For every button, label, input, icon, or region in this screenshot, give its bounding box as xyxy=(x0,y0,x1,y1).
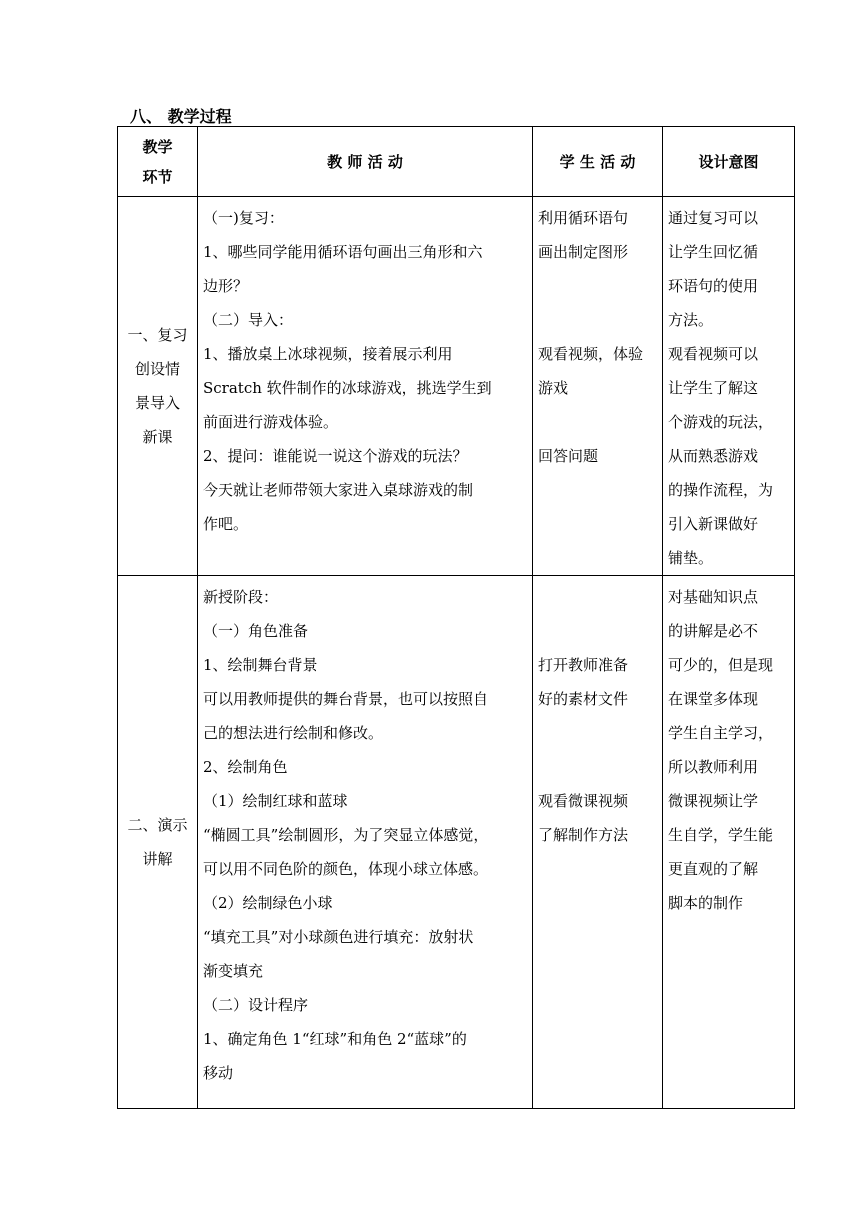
design-line: 可少的，但是现 xyxy=(668,656,774,674)
design-line: 个游戏的玩法， xyxy=(668,413,774,431)
teacher-line: 2、提问：谁能说一说这个游戏的玩法？ xyxy=(203,447,468,465)
design-line: 在课堂多体现 xyxy=(668,690,759,708)
teacher-line: 移动 xyxy=(203,1064,234,1082)
design-line: 从而熟悉游戏 xyxy=(668,447,759,465)
design-line: 所以教师利用 xyxy=(668,758,759,776)
design-line: 引入新课做好 xyxy=(668,515,759,533)
teaching-process-table xyxy=(117,126,795,1109)
teacher-line: 2、绘制角色 xyxy=(203,758,288,776)
stage-cell xyxy=(118,576,198,1109)
header-stage-line1: 教学 xyxy=(142,137,173,156)
teacher-line: “椭圆工具”绘制圆形，为了突显立体感觉， xyxy=(203,826,489,844)
teacher-line: 边形？ xyxy=(203,277,249,295)
design-line: 让学生了解这 xyxy=(668,379,759,397)
teacher-line: 作吧。 xyxy=(203,515,249,533)
teacher-line: 渐变填充 xyxy=(203,962,264,980)
student-line xyxy=(538,580,657,614)
header-stage xyxy=(118,127,198,197)
student-line: 好的素材文件 xyxy=(538,690,629,708)
teacher-line: 今天就让老师带领大家进入桌球游戏的制 xyxy=(203,481,474,499)
stage-line: 创设情 xyxy=(134,360,180,378)
teacher-line: （1）绘制红球和蓝球 xyxy=(203,792,348,810)
teacher-line: （一）角色准备 xyxy=(203,622,309,640)
design-line: 脚本的制作 xyxy=(668,894,744,912)
table-header-row xyxy=(118,127,795,197)
design-line: 铺垫。 xyxy=(668,549,714,567)
stage-line: 新课 xyxy=(142,428,173,446)
design-line: 对基础知识点 xyxy=(668,588,759,606)
design-line: 让学生回忆循 xyxy=(668,243,759,261)
student-line: 回答问题 xyxy=(538,447,599,465)
section-title: 八、 教学过程 xyxy=(130,107,232,126)
stage-line: 讲解 xyxy=(142,850,173,868)
stage-line: 二、演示 xyxy=(127,816,188,834)
teacher-line: （一)复习： xyxy=(203,209,284,227)
table-row xyxy=(118,197,795,576)
student-line xyxy=(538,405,657,439)
design-line: 观看视频可以 xyxy=(668,345,759,363)
teacher-line: 1、确定角色 1“红球”和角色 2“蓝球”的 xyxy=(203,1030,467,1048)
teacher-line: Scratch 软件制作的冰球游戏，挑选学生到 xyxy=(203,379,492,397)
header-design-intent: 设计意图 xyxy=(663,127,795,197)
teacher-activity-cell xyxy=(198,197,533,576)
header-student-activity: 学 生 活 动 xyxy=(533,127,663,197)
design-intent-cell xyxy=(663,197,795,576)
design-intent-cell xyxy=(663,576,795,1109)
student-line xyxy=(538,750,657,784)
student-line: 游戏 xyxy=(538,379,569,397)
design-line: 环语句的使用 xyxy=(668,277,759,295)
table-row xyxy=(118,576,795,1109)
student-line: 观看微课视频 xyxy=(538,792,629,810)
design-line: 生自学，学生能 xyxy=(668,826,774,844)
student-line: 打开教师准备 xyxy=(538,656,629,674)
teacher-line: 前面进行游戏体验。 xyxy=(203,413,339,431)
design-line: 的讲解是必不 xyxy=(668,622,759,640)
student-line xyxy=(538,716,657,750)
design-line: 微课视频让学 xyxy=(668,792,759,810)
design-line: 的操作流程，为 xyxy=(668,481,774,499)
student-line: 利用循环语句 xyxy=(538,209,629,227)
teacher-line: 可以用不同色阶的颜色，体现小球立体感。 xyxy=(203,860,489,878)
teacher-line: 1、绘制舞台背景 xyxy=(203,656,318,674)
teacher-line: 新授阶段： xyxy=(203,588,279,606)
student-activity-cell xyxy=(533,576,663,1109)
teacher-line: 1、播放桌上冰球视频，接着展示利用 xyxy=(203,345,453,363)
student-line: 观看视频，体验 xyxy=(538,345,644,363)
student-line xyxy=(538,614,657,648)
design-line: 方法。 xyxy=(668,311,714,329)
student-activity-cell xyxy=(533,197,663,576)
teacher-line: “填充工具”对小球颜色进行填充：放射状 xyxy=(203,928,474,946)
design-line: 学生自主学习， xyxy=(668,724,774,742)
stage-cell xyxy=(118,197,198,576)
header-teacher-activity: 教 师 活 动 xyxy=(198,127,533,197)
stage-line: 景导入 xyxy=(134,394,180,412)
teacher-line: （2）绘制绿色小球 xyxy=(203,894,333,912)
student-line xyxy=(538,269,657,303)
teacher-line: （二）设计程序 xyxy=(203,996,309,1014)
teacher-line: 己的想法进行绘制和修改。 xyxy=(203,724,384,742)
teacher-line: 可以用教师提供的舞台背景，也可以按照自 xyxy=(203,690,489,708)
stage-line: 一、复习 xyxy=(127,326,188,344)
design-line: 通过复习可以 xyxy=(668,209,759,227)
header-stage-line2: 环节 xyxy=(142,167,173,186)
student-line: 了解制作方法 xyxy=(538,826,629,844)
teacher-line: 1、哪些同学能用循环语句画出三角形和六 xyxy=(203,243,483,261)
student-line xyxy=(538,303,657,337)
teacher-line: （二）导入： xyxy=(203,311,294,329)
student-line: 画出制定图形 xyxy=(538,243,629,261)
design-line: 更直观的了解 xyxy=(668,860,759,878)
teacher-activity-cell xyxy=(198,576,533,1109)
